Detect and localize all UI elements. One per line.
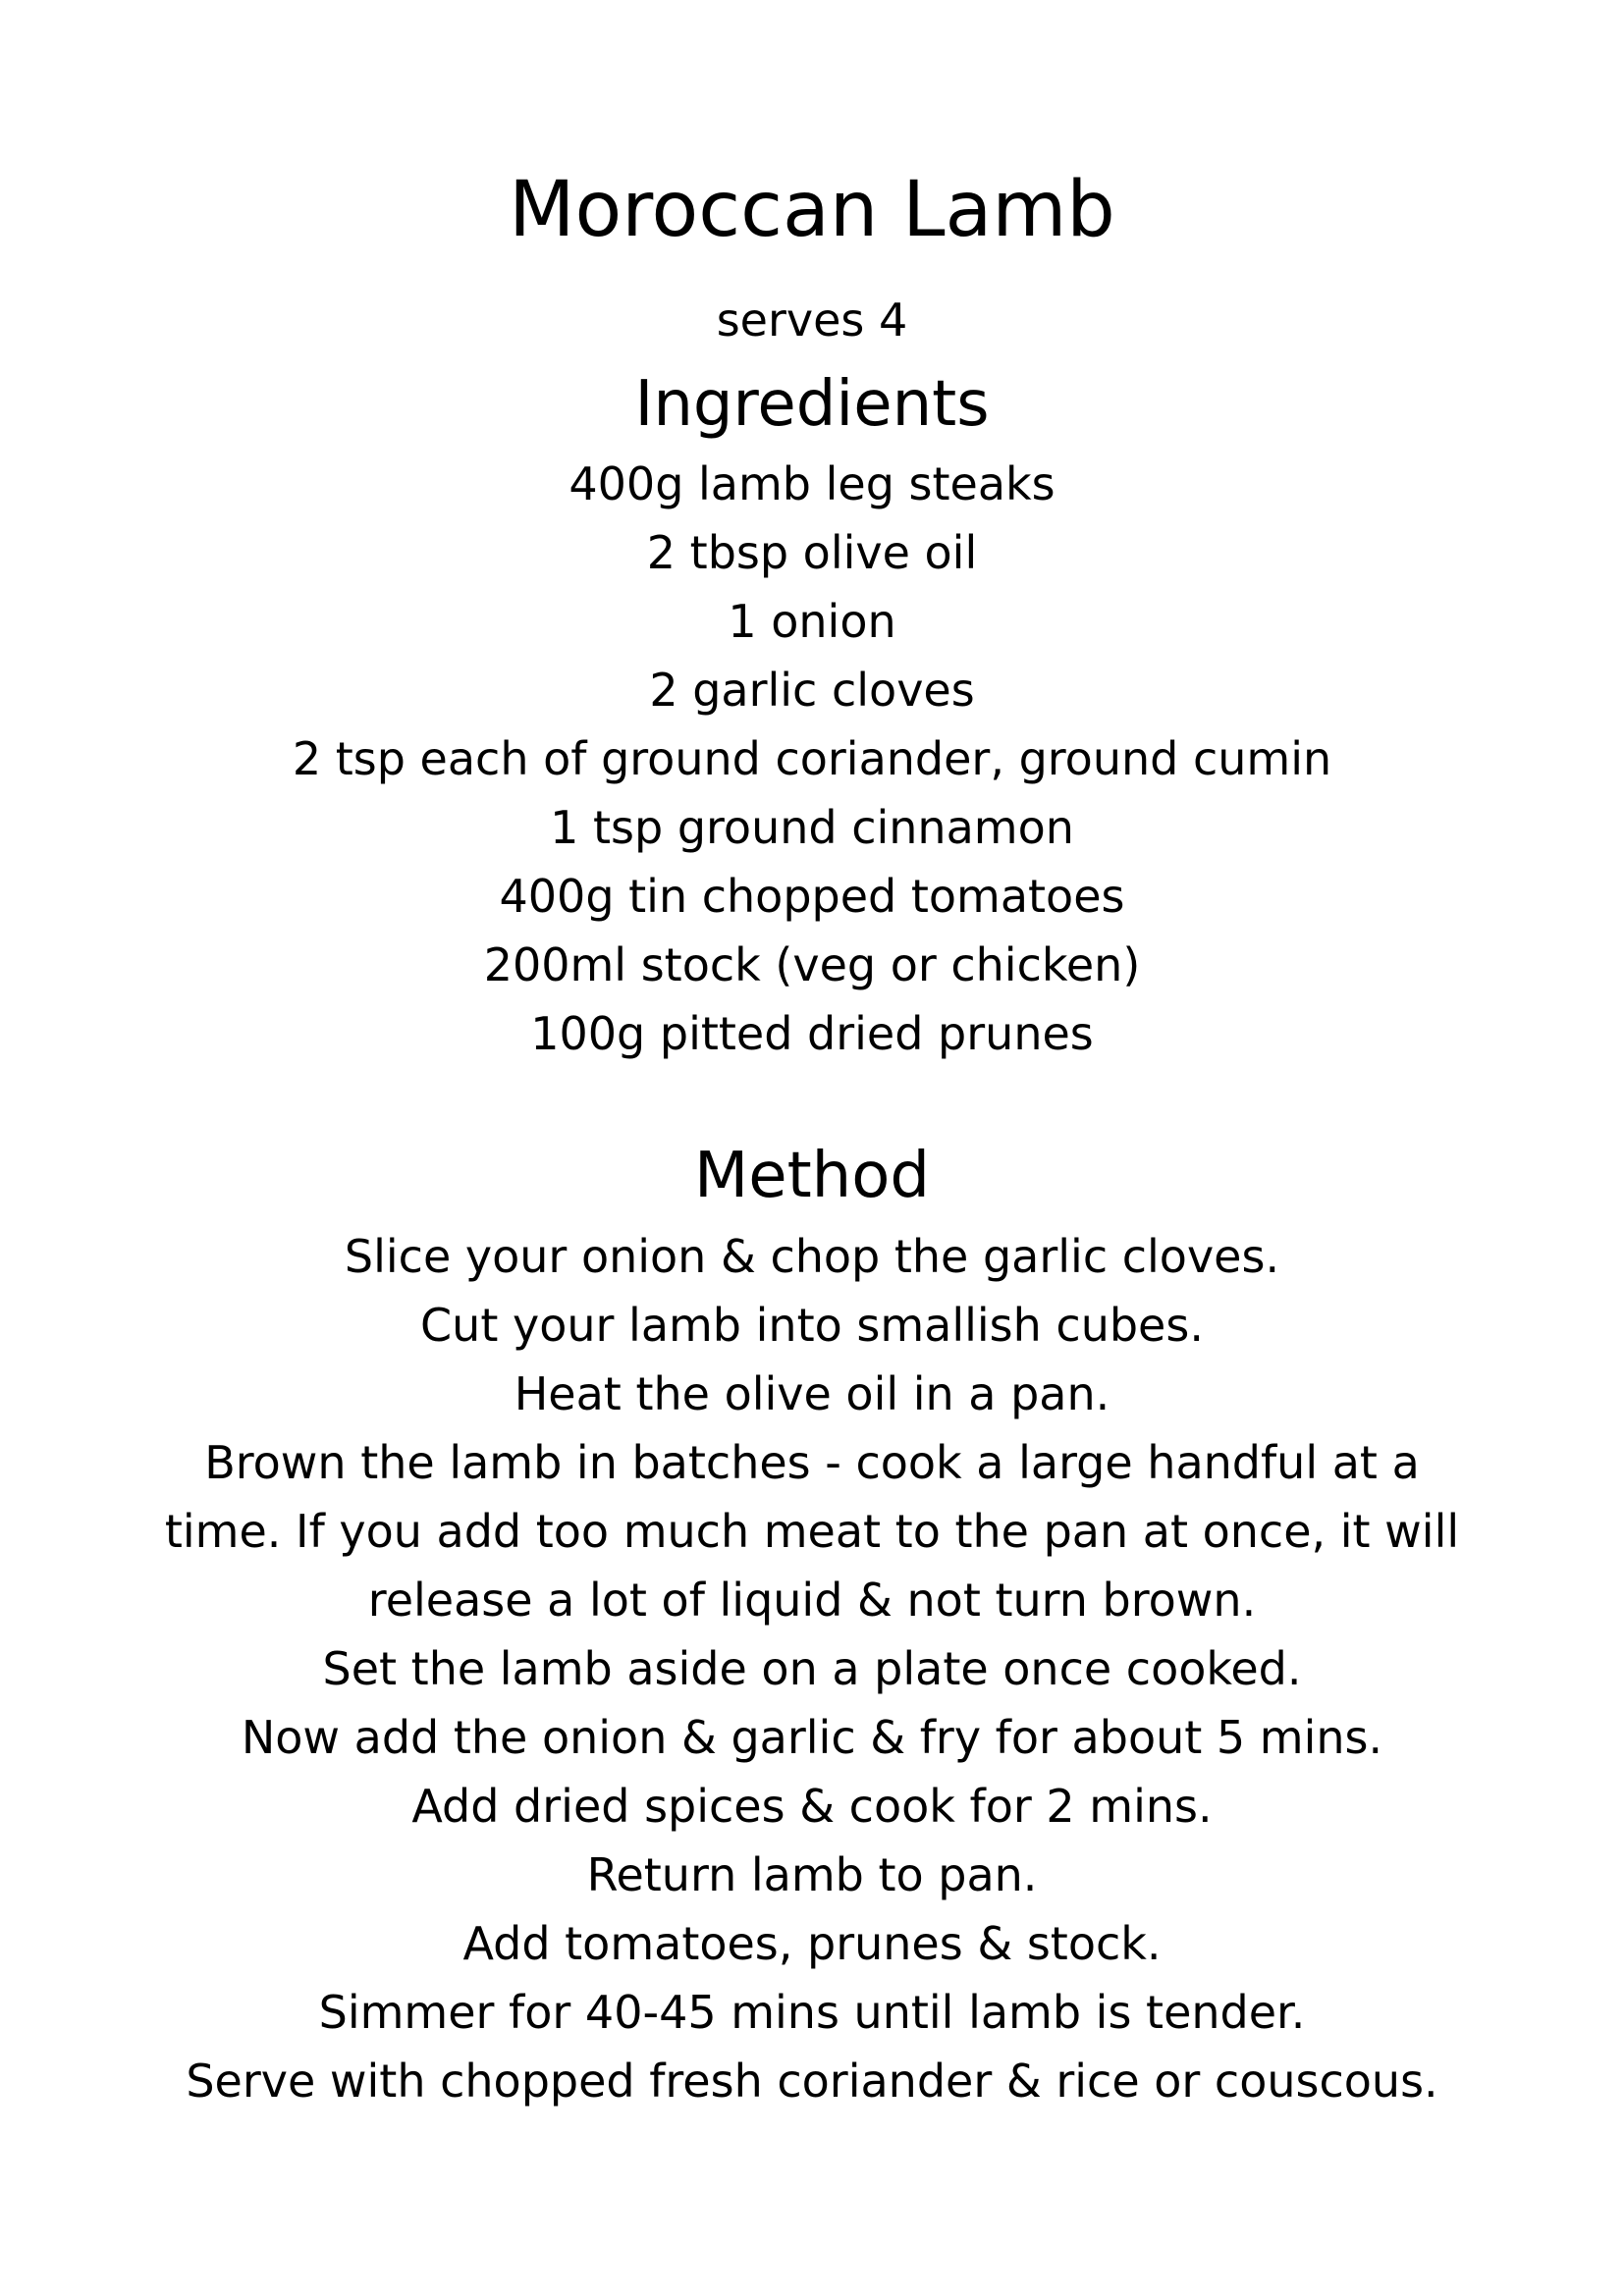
method-line: Add dried spices & cook for 2 mins. — [411, 1780, 1213, 1833]
ingredient-item: 200ml stock (veg or chicken) — [483, 938, 1141, 991]
method-line: Now add the onion & garlic & fry for about 5 mins. — [241, 1711, 1383, 1764]
method-line: Return lamb to pan. — [586, 1848, 1038, 1901]
ingredient-item: 1 tsp ground cinnamon — [550, 801, 1074, 854]
method-line: Set the lamb aside on a plate once cooked. — [322, 1642, 1302, 1695]
method-heading: Method — [693, 1140, 931, 1212]
method-line: Simmer for 40-45 mins until lamb is tender. — [318, 1986, 1306, 2039]
method-line: time. If you add too much meat to the pan at once, it will — [164, 1505, 1460, 1558]
ingredient-item: 1 onion — [728, 595, 896, 648]
ingredients-heading: Ingredients — [634, 368, 990, 441]
method-line: Serve with chopped fresh coriander & rice or couscous. — [186, 2055, 1438, 2108]
recipe-title: Moroccan Lamb — [509, 166, 1115, 254]
ingredients-list — [0, 450, 1624, 1068]
method-line: Cut your lamb into smallish cubes. — [420, 1299, 1204, 1352]
ingredient-item: 100g pitted dried prunes — [530, 1007, 1094, 1060]
ingredient-item: 400g tin chopped tomatoes — [499, 870, 1125, 923]
method-line: release a lot of liquid & not turn brown. — [367, 1574, 1257, 1627]
method-line: Heat the olive oil in a pan. — [514, 1367, 1110, 1420]
method-line: Add tomatoes, prunes & stock. — [462, 1917, 1162, 1970]
ingredient-item: 2 tbsp olive oil — [646, 526, 978, 579]
ingredient-item: 2 garlic cloves — [649, 664, 975, 717]
method-line: Slice your onion & chop the garlic cloves. — [344, 1230, 1280, 1283]
ingredient-item: 400g lamb leg steaks — [568, 457, 1056, 510]
method-line: Brown the lamb in batches - cook a large handful at a — [204, 1436, 1420, 1489]
servings-text: serves 4 — [716, 294, 908, 347]
ingredient-item: 2 tsp each of ground coriander, ground cumin — [292, 732, 1332, 785]
method-steps — [0, 1222, 1624, 2115]
